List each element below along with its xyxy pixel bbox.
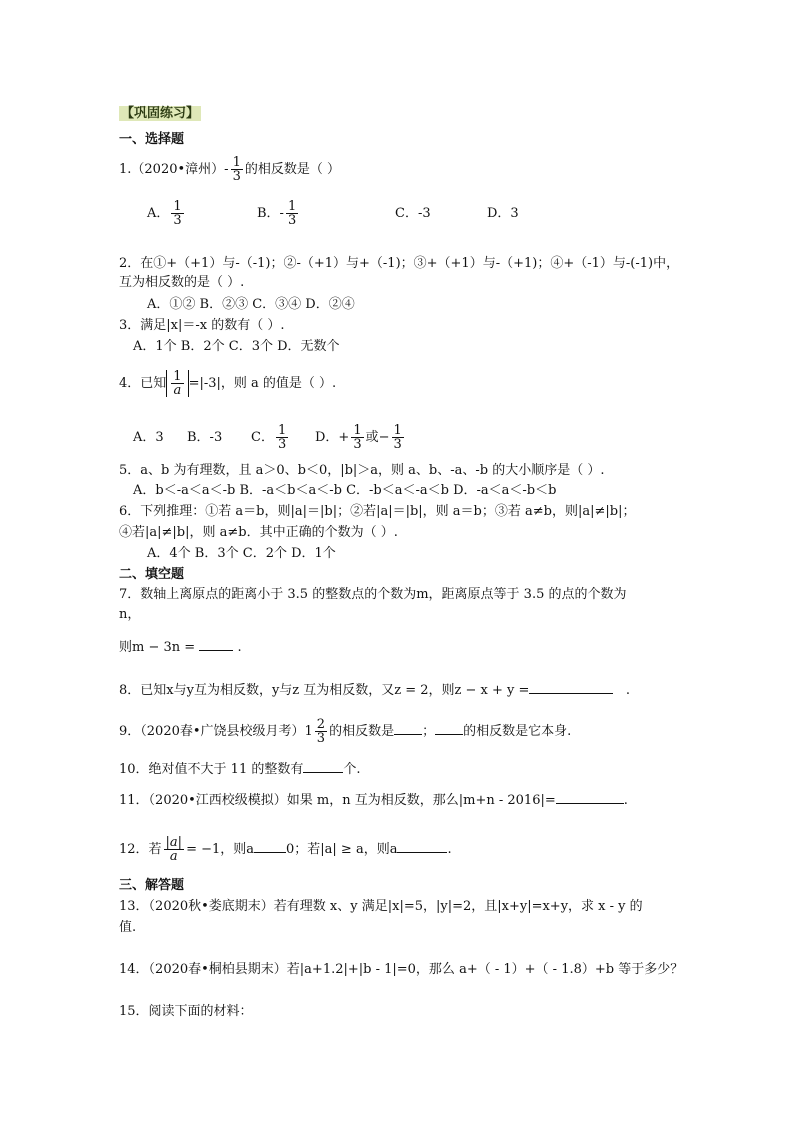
- question-2-options: A．①② B．②③ C．③④ D．②④: [147, 297, 355, 312]
- question-11: 11．（2020•江西校级模拟）如果 m，n 互为相反数，那么|m+n - 2016|= .: [119, 793, 628, 808]
- fraction: $\frac{1}{3}$: [353, 423, 362, 452]
- fraction: $\frac{1}{3}$: [232, 155, 241, 184]
- answer-blank[interactable]: [529, 681, 613, 694]
- question-6-options: A．4个 B．3个 C．2个 D．1个: [147, 546, 336, 561]
- question-7-line2: n，: [119, 607, 141, 622]
- abs-value: [166, 370, 188, 397]
- answer-blank[interactable]: [254, 840, 286, 853]
- fraction: $\frac{1}{3}$: [173, 199, 182, 228]
- question-6: 6．下列推理：①若 a＝b，则|a|＝|b|；②若|a|＝|b|，则 a＝b；③若 a≠b，则|a|≠|b|；: [119, 504, 636, 519]
- section-header: 【巩固练习】: [121, 106, 200, 121]
- fraction: $\frac{1}{3}$: [393, 423, 402, 452]
- fraction: $\frac{|a|}{a}$: [165, 835, 183, 864]
- question-8: 8．已知x与y互为相反数，y与z 互为相反数，又z = 2，则z − x + y = .: [119, 683, 630, 698]
- question-9: 9．（2020春•广饶县校级月考）1 $\frac{2}{3}$ 的相反数是 ； 的相反数是它本身.: [119, 717, 572, 746]
- question-3: 3．满足|x|＝-x 的数有（ ）.: [119, 318, 285, 333]
- question-15: 15．阅读下面的材料：: [119, 1004, 253, 1019]
- answer-blank[interactable]: [394, 722, 422, 735]
- question-4: 4．已知 $\frac{1}{a}$ =|-3|，则 a 的值是（ ）.: [119, 369, 337, 398]
- section-title-fill: 二、填空题: [119, 567, 185, 582]
- answer-blank[interactable]: [556, 791, 624, 804]
- answer-blank[interactable]: [303, 760, 343, 773]
- answer-blank[interactable]: [435, 722, 463, 735]
- fraction: $\frac{1}{3}$: [287, 199, 297, 228]
- question-7: 7．数轴上离原点的距离小于 3.5 的整数点的个数为m，距离原点等于 3.5 的点的个数为: [119, 587, 627, 602]
- question-3-options: A．1个 B．2个 C．3个 D．无数个: [133, 339, 340, 354]
- question-10: 10．绝对值不大于 11 的整数有 个.: [119, 762, 361, 777]
- question-13-line2: 值.: [119, 920, 137, 935]
- fraction: $\frac{2}{3}$: [316, 717, 326, 746]
- question-12: 12．若 $\frac{|a|}{a}$ = −1，则a 0；若|a| ≥ a，则a .: [119, 835, 452, 864]
- answer-blank[interactable]: [199, 638, 233, 651]
- question-13: 13．（2020秋•娄底期末）若有理数 x、y 满足|x|=5，|y|=2，且|x+y|=x+y，求 x - y 的: [119, 899, 643, 914]
- section-title-solve: 三、解答题: [119, 878, 185, 893]
- question-1: 1.（2020•漳州）- $\frac{1}{3}$ 的相反数是（ ）: [119, 155, 340, 184]
- fraction: $\frac{1}{3}$: [277, 423, 287, 452]
- fraction: $\frac{1}{a}$: [173, 369, 182, 398]
- question-14: 14．（2020春•桐柏县期末）若|a+1.2|+|b - 1|=0，那么 a+（ - 1）+（ - 1.8）+b 等于多少？: [119, 962, 684, 977]
- question-7-line3: 则m − 3n = .: [119, 640, 242, 655]
- question-6-line2: ④若|a|≠|b|，则 a≠b．其中正确的个数为（ ）.: [119, 525, 398, 540]
- question-5: 5．a、b 为有理数，且 a＞0、b＜0，|b|＞a，则 a、b、-a、-b 的大小顺序是（ ）.: [119, 463, 605, 478]
- answer-blank[interactable]: [397, 840, 447, 853]
- question-2: 2．在①+（+1）与-（-1)；②-（+1）与+（-1)；③+（+1）与-（+1)；④+（-1）与-(-1)中，: [119, 256, 680, 271]
- section-title-choice: 一、选择题: [119, 132, 185, 147]
- question-1-options: A． $\frac{1}{3}$ B．- $\frac{1}{3}$ C．-3 D．3: [147, 199, 519, 228]
- question-5-options: A．b＜-a＜a＜-b B．-a＜b＜a＜-b C．-b＜a＜-a＜b D．-a＜a＜-b＜b: [133, 483, 557, 498]
- question-4-options: A．3 B．-3 C． $\frac{1}{3}$ D．+ $\frac{1}{3}$ 或− $\frac{1}{3}$: [133, 423, 402, 452]
- question-2-line2: 互为相反数的是（ ）.: [119, 275, 245, 290]
